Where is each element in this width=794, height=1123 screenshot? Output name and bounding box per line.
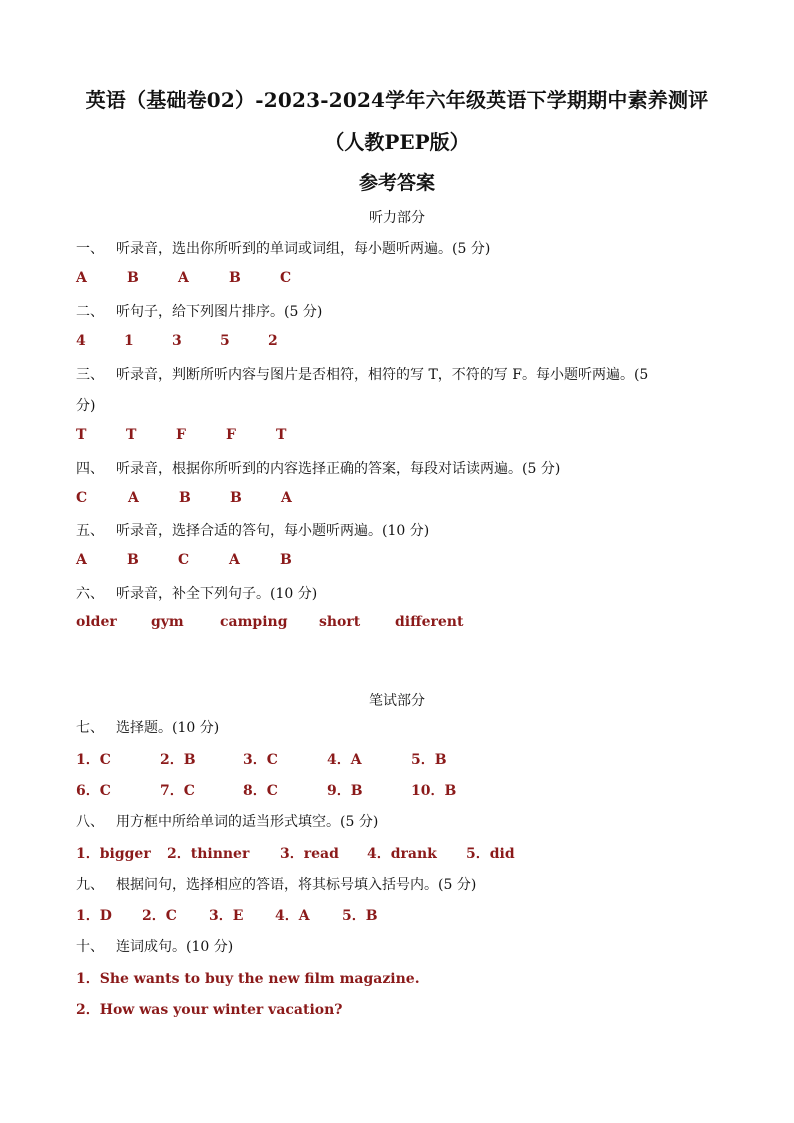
answer-item: A bbox=[76, 552, 87, 568]
answer-item: 6．C bbox=[76, 783, 111, 799]
question-number: 二、 bbox=[76, 304, 104, 320]
question-number: 七、 bbox=[76, 720, 104, 736]
question-10 bbox=[76, 936, 233, 956]
answer-key-heading: 参考答案 bbox=[358, 172, 435, 194]
answer-item: 3 bbox=[172, 333, 182, 349]
listening-section-header: 听力部分 bbox=[369, 210, 425, 226]
answer-item: 3．C bbox=[243, 752, 278, 768]
question-text: 听录音，补全下列句子。(10 分) bbox=[116, 586, 318, 602]
question-4 bbox=[76, 458, 560, 478]
answer-item: B bbox=[179, 490, 191, 506]
answer-sentence-2: 2．How was your winter vacation? bbox=[76, 1002, 343, 1018]
writing-section-header: 笔试部分 bbox=[369, 693, 425, 709]
question-number: 三、 bbox=[76, 367, 104, 383]
answer-item: 1．D bbox=[76, 908, 112, 924]
answer-item: B bbox=[230, 490, 242, 506]
answer-item: camping bbox=[220, 614, 288, 630]
question-7 bbox=[76, 717, 219, 737]
question-number: 四、 bbox=[76, 461, 104, 477]
answer-item: C bbox=[280, 270, 292, 286]
question-text: 连词成句。(10 分) bbox=[116, 939, 234, 955]
answer-item: 4．drank bbox=[367, 846, 437, 862]
answer-item: gym bbox=[151, 614, 184, 630]
answer-item: 5．B bbox=[411, 752, 447, 768]
question-text: 听句子，给下列图片排序。(5 分) bbox=[116, 304, 323, 320]
question-number: 九、 bbox=[76, 877, 104, 893]
answer-item: T bbox=[76, 427, 87, 443]
answer-item: 10．B bbox=[411, 783, 457, 799]
question-text: 听录音，判断所听内容与图片是否相符，相符的写 T，不符的写 F。每小题听两遍。(5 bbox=[116, 367, 649, 383]
answer-item: A bbox=[128, 490, 139, 506]
answer-item: B bbox=[229, 270, 241, 286]
question-text: 用方框中所给单词的适当形式填空。(5 分) bbox=[116, 814, 379, 830]
answer-item: T bbox=[276, 427, 287, 443]
question-6 bbox=[76, 583, 317, 603]
question-text: 听录音，选择合适的答句，每小题听两遍。(10 分) bbox=[116, 523, 430, 539]
question-3-continued: 分) bbox=[76, 398, 96, 414]
question-number: 十、 bbox=[76, 939, 104, 955]
answer-item: A bbox=[281, 490, 292, 506]
answer-sentence-1: 1．She wants to buy the new film magazine. bbox=[76, 971, 420, 987]
question-text: 选择题。(10 分) bbox=[116, 720, 220, 736]
answer-item: short bbox=[319, 614, 361, 630]
answer-item: C bbox=[178, 552, 190, 568]
answer-item: T bbox=[126, 427, 137, 443]
answer-item: A bbox=[229, 552, 240, 568]
question-text: 根据问句，选择相应的答语，将其标号填入括号内。(5 分) bbox=[116, 877, 477, 893]
answer-item: B bbox=[127, 552, 139, 568]
answer-item: 4 bbox=[76, 333, 86, 349]
answer-item: 4．A bbox=[327, 752, 362, 768]
question-9 bbox=[76, 874, 476, 894]
document-title: 英语（基础卷02）-2023-2024学年六年级英语下学期期中素养测评 bbox=[85, 88, 709, 112]
question-8 bbox=[76, 811, 378, 831]
question-2 bbox=[76, 301, 322, 321]
document-subtitle: （人教PEP版） bbox=[324, 130, 470, 154]
question-text: 听录音，根据你所听到的内容选择正确的答案，每段对话读两遍。(5 分) bbox=[116, 461, 561, 477]
answer-item: 3．read bbox=[280, 846, 339, 862]
answer-item: C bbox=[76, 490, 88, 506]
answer-item: 4．A bbox=[275, 908, 310, 924]
answer-item: B bbox=[280, 552, 292, 568]
question-number: 六、 bbox=[76, 586, 104, 602]
answer-item: 1．bigger bbox=[76, 846, 151, 862]
answer-item: A bbox=[178, 270, 189, 286]
question-1 bbox=[76, 238, 490, 258]
answer-item: 5 bbox=[220, 333, 230, 349]
question-number: 五、 bbox=[76, 523, 104, 539]
answer-item: 2．thinner bbox=[167, 846, 250, 862]
answer-item: 2．C bbox=[142, 908, 177, 924]
question-text: 听录音，选出你所听到的单词或词组，每小题听两遍。(5 分) bbox=[116, 241, 491, 257]
question-number: 一、 bbox=[76, 241, 104, 257]
question-5 bbox=[76, 520, 429, 540]
answer-item: 8．C bbox=[243, 783, 278, 799]
answer-item: 1．C bbox=[76, 752, 111, 768]
answer-item: 5．did bbox=[466, 846, 515, 862]
answer-item: F bbox=[176, 427, 186, 443]
answer-item: 5．B bbox=[342, 908, 378, 924]
answer-item: different bbox=[395, 614, 464, 630]
question-3 bbox=[76, 364, 648, 384]
answer-item: 9．B bbox=[327, 783, 363, 799]
answer-item: 1 bbox=[124, 333, 134, 349]
answer-item: B bbox=[127, 270, 139, 286]
answer-item: 2 bbox=[268, 333, 278, 349]
answer-item: 7．C bbox=[160, 783, 195, 799]
answer-item: 2．B bbox=[160, 752, 196, 768]
answer-item: A bbox=[76, 270, 87, 286]
answer-item: F bbox=[226, 427, 236, 443]
question-number: 八、 bbox=[76, 814, 104, 830]
answer-item: older bbox=[76, 614, 117, 630]
answer-item: 3．E bbox=[209, 908, 244, 924]
